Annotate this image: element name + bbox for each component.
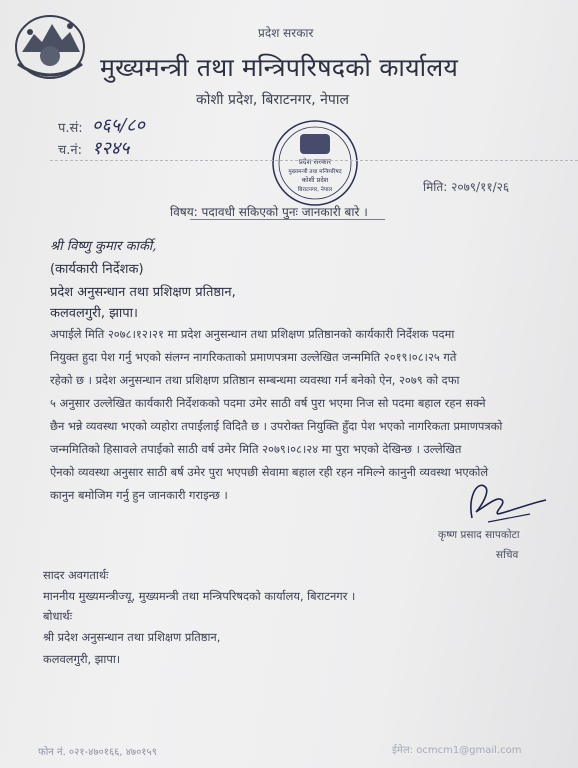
body-line: रहेको छ । प्रदेश अनुसन्धान तथा प्रशिक्षण प्रतिष्ठान सम्बन्धमा व्यवस्था गर्न बनेको ऐन, २०७९ को दफा [50, 373, 460, 387]
office-stamp [270, 118, 360, 208]
office-name-heading: मुख्यमन्त्री तथा मन्त्रिपरिषदको कार्यालय [100, 53, 459, 82]
addressee-line: (कार्यकारी निर्देशक) [50, 262, 144, 277]
government-emblem-icon [12, 12, 88, 82]
stamp-line-2: मुख्यमन्त्री तथा मन्त्रिपरिषद [288, 169, 342, 175]
body-line: कानुन बमोजिम गर्नु हुन जानकारी गराइन्छ । [50, 488, 228, 502]
signer-name: कृष्ण प्रसाद सापकोटा [438, 529, 520, 541]
cc-action-line: कलवलगुरी, झापा। [43, 652, 121, 666]
stamp-line-1: प्रदेश सरकार [298, 158, 332, 166]
reference-number-label: प.सं: [58, 121, 83, 136]
office-type-label: प्रदेश सरकार [258, 26, 314, 40]
stamp-emblem-icon [300, 134, 330, 154]
dispatch-number-value: १२४५ [92, 138, 130, 159]
header-divider [50, 160, 578, 161]
addressee-line: प्रदेश अनुसन्धान तथा प्रशिक्षण प्रतिष्ठान, [50, 285, 236, 300]
stamp-line-4: बिराटनगर, नेपाल [297, 187, 333, 193]
contact-phone: फोन नं. ०२१-४७०१६६, ४७०१५९ [38, 747, 157, 758]
subject-underline [190, 219, 385, 220]
addressee-line: श्री विष्णु कुमार कार्की, [50, 239, 157, 254]
body-line: अपाईले मिति २०७८।१२।२१ मा प्रदेश अनुसन्धान तथा प्रशिक्षण प्रतिष्ठानको कार्यकारी निर्देशक पदमा [50, 327, 455, 341]
cc-action-line: श्री प्रदेश अनुसन्धान तथा प्रशिक्षण प्रतिष्ठान, [43, 630, 221, 644]
cc-info-line: माननीय मुख्यमन्त्रीज्यू, मुख्यमन्त्री तथा मन्त्रिपरिषदको कार्यालय, बिराटनगर । [43, 589, 356, 603]
body-line: नियुक्त हुदा पेश गर्नु भएको संलग्न नागरिकताको प्रमाणपत्रमा उल्लेखित जन्ममिति २०१९।०८।२५ गते [50, 350, 457, 364]
dispatch-number-label: च.नं: [58, 143, 82, 158]
office-address: कोशी प्रदेश, बिराटनगर, नेपाल [196, 92, 349, 108]
body-line: ५ अनुसार उल्लेखित कार्यकारी निर्देशकको पदमा उमेर साठी वर्ष पुरा भएमा निज सो पदमा बहाल रहन सक्ने [50, 396, 486, 410]
addressee-line: कलवलगुरी, झापा। [50, 306, 138, 321]
letter-date: मिति: २०७९/११/२६ [423, 180, 510, 194]
letter-subject: विषय: पदावधी सकिएको पुनः जानकारी बारे । [170, 205, 368, 219]
cc-info-label: सादर अवगतार्थः [43, 568, 109, 582]
body-line: जन्ममितिको हिसावले तपाईको साठी वर्ष उमेर मिति २०७९।०८।२४ मा पुरा भएको देखिन्छ । उल्लेखित [50, 442, 462, 456]
contact-email: ईमेल: ocmcm1@gmail.com [392, 745, 522, 756]
body-line: छैन भन्ने व्यवस्था भएको व्यहोरा तपाईलाई विदितै छ । उपरोक्त नियुक्ति हुँदा पेश भएको नागरिकता प्रमाणपत्रको [50, 419, 503, 433]
handwritten-signature [458, 478, 550, 528]
body-line: ऐनको व्यवस्था अनुसार साठी बर्ष उमेर पुरा भएपछी सेवामा बहाल रही रहन नमिल्ने कानुनी व्यवस्था भएकोले [50, 465, 489, 479]
cc-action-label: बोधार्थः [43, 609, 72, 623]
stamp-line-3: कोशी प्रदेश [301, 176, 329, 184]
reference-number-value: ०६५/८० [92, 115, 145, 136]
signer-title: सचिव [496, 549, 519, 561]
